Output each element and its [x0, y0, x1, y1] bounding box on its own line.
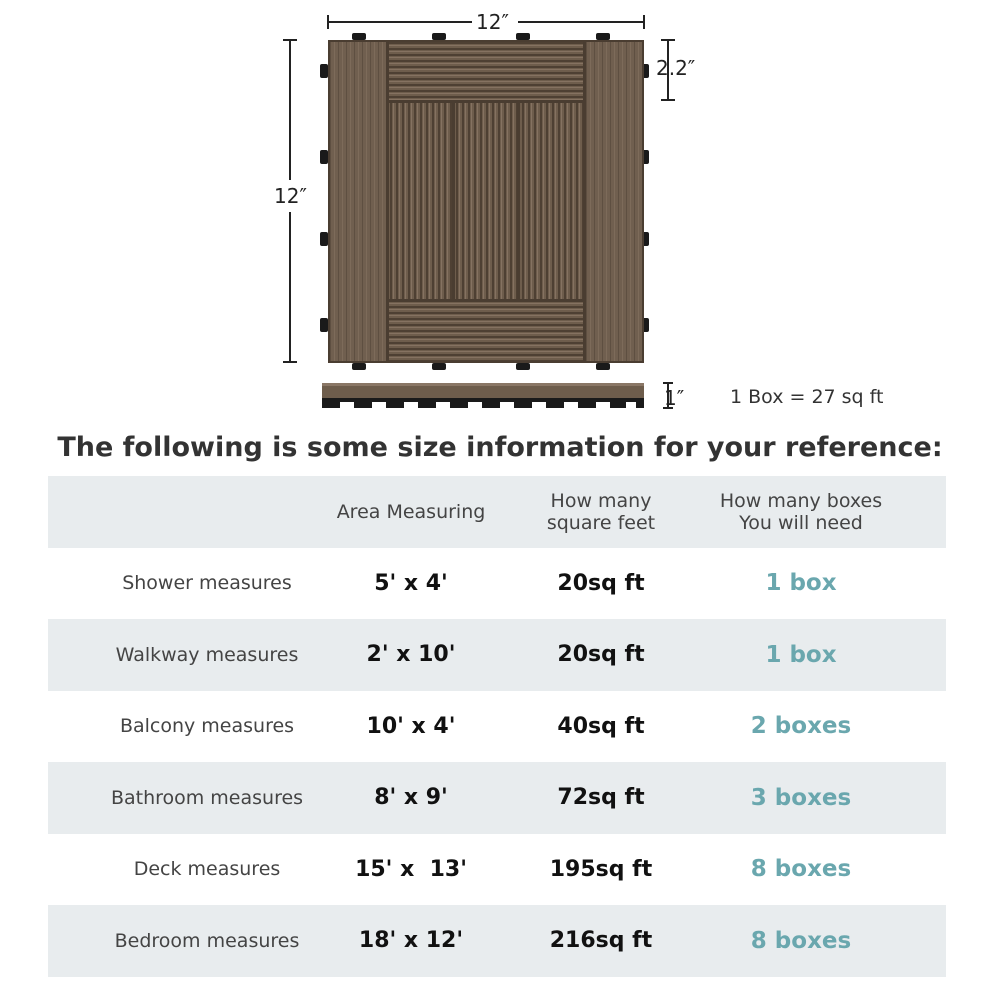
row-label: Deck measures	[133, 858, 281, 881]
row-label: Shower measures	[122, 572, 292, 595]
row-sqft: 40sq ft	[557, 713, 645, 739]
table-row	[48, 905, 946, 977]
table-row	[48, 619, 946, 691]
table-row	[48, 762, 946, 834]
row-sqft: 216sq ft	[549, 928, 653, 954]
height-label: 12″	[274, 184, 307, 208]
width-label: 12″	[476, 10, 509, 34]
thickness-label: 1″	[664, 386, 685, 410]
row-boxes: 1 box	[765, 570, 837, 597]
row-boxes: 3 boxes	[750, 784, 852, 811]
header-area: Area Measuring	[336, 500, 486, 523]
row-sqft: 72sq ft	[557, 785, 645, 811]
row-area: 2' x 10'	[366, 642, 456, 668]
table-row	[48, 834, 946, 906]
row-label: Balcony measures	[119, 715, 295, 738]
deck-tile-diagram	[270, 8, 710, 418]
reference-heading: The following is some size information for your reference:	[57, 432, 943, 463]
tile-side-profile	[322, 383, 644, 408]
row-area: 5' x 4'	[374, 570, 448, 596]
row-sqft: 195sq ft	[549, 856, 653, 882]
table-row	[48, 548, 946, 620]
table-row	[48, 691, 946, 763]
row-boxes: 2 boxes	[750, 713, 852, 740]
row-label: Bedroom measures	[114, 929, 300, 952]
box-coverage-note: 1 Box = 27 sq ft	[730, 386, 884, 408]
row-label: Bathroom measures	[110, 786, 304, 809]
header-sqft: How many square feet	[546, 489, 656, 534]
row-area: 10' x 4'	[366, 713, 456, 739]
row-boxes: 8 boxes	[750, 856, 852, 883]
slat-width-label: 2.2″	[656, 56, 696, 80]
row-area: 8' x 9'	[374, 785, 448, 811]
row-label: Walkway measures	[115, 643, 299, 666]
row-boxes: 1 box	[765, 641, 837, 668]
row-area: 18' x 12'	[358, 928, 464, 954]
row-boxes: 8 boxes	[750, 927, 852, 954]
tile-top-view	[328, 40, 644, 363]
header-boxes: How many boxes You will need	[719, 489, 883, 534]
table-header-row	[48, 476, 946, 548]
row-area: 15' x 13'	[355, 856, 467, 882]
row-sqft: 20sq ft	[557, 642, 645, 668]
size-reference-table	[48, 476, 946, 977]
row-sqft: 20sq ft	[557, 570, 645, 596]
